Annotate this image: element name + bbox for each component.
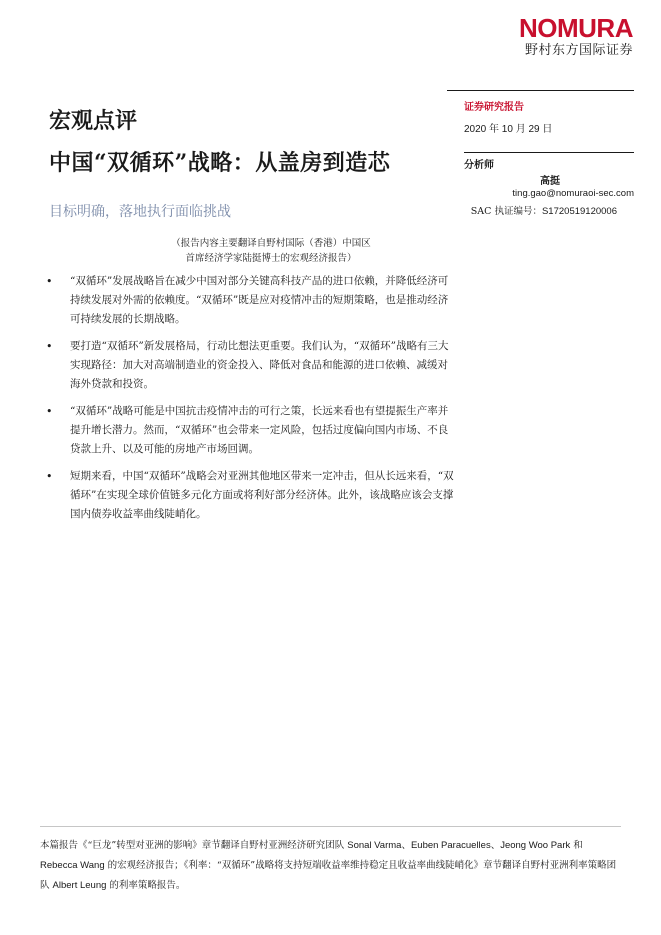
report-type-label: 证券研究报告 xyxy=(464,102,524,113)
footer-authors: Sonal Varma、Euben Paracuelles、Jeong Woo Park xyxy=(347,840,571,851)
sac-number: S1720519120006 xyxy=(541,206,617,217)
header-divider xyxy=(447,90,634,91)
analyst-name: 高挺 xyxy=(540,176,560,187)
nomura-logo xyxy=(519,14,633,60)
analyst-label: 分析师 xyxy=(464,160,494,171)
analyst-divider xyxy=(464,152,634,153)
footer-author-rates: Albert Leung xyxy=(52,880,107,891)
analyst-sac-id xyxy=(471,203,617,217)
key-point xyxy=(46,467,454,524)
footer-divider xyxy=(40,826,621,827)
page-subtitle: 目标明确，落地执行面临挑战 xyxy=(49,204,231,220)
key-point-text: “双循环”战略可能是中国抗击疫情冲击的可行之策，长远来看也有望提振生产率并提升增长潜力。然而，“双循环”也会带来一定风险，包括过度偏向国内市场、不良贷款上升、以及可能的房地产市场回调。 xyxy=(70,405,449,455)
logo-wordmark: NOMURA xyxy=(519,13,633,43)
sac-label: SAC 执证编号： xyxy=(470,206,542,217)
key-points-list xyxy=(46,272,454,532)
report-category: 宏观点评 xyxy=(49,108,138,134)
bullet-icon: • xyxy=(46,405,53,418)
bullet-icon: • xyxy=(46,275,53,288)
footer-text: 和 xyxy=(570,840,583,851)
analyst-email-link[interactable]: ting.gao@nomuraoi-sec.com xyxy=(512,188,634,199)
key-point-text: 短期来看，中国“双循环”战略会对亚洲其他地区带来一定冲击，但从长远来看，“双循环”在实现全球价值链多元化方面或将利好部分经济体。此外，该战略应该会支撑国内债券收益率曲线陡峭化。 xyxy=(70,470,454,520)
footer-author: Rebecca Wang xyxy=(40,860,105,871)
key-point xyxy=(46,402,454,459)
footer-note xyxy=(40,836,621,896)
footer-text: 本篇报告《“巨龙”转型对亚洲的影响》章节翻译自野村亚洲经济研究团队 xyxy=(40,840,348,851)
source-note-line: （报告内容主要翻译自野村国际（香港）中国区 xyxy=(171,238,371,249)
bullet-icon: • xyxy=(46,470,53,483)
key-point xyxy=(46,337,454,394)
source-note xyxy=(120,236,422,266)
logo-chinese-name: 野村东方国际证券 xyxy=(524,43,633,58)
source-note-line: 首席经济学家陆挺博士的宏观经济报告） xyxy=(185,253,357,264)
bullet-icon: • xyxy=(46,340,53,353)
key-point xyxy=(46,272,454,329)
key-point-text: 要打造“双循环”新发展格局，行动比想法更重要。我们认为，“双循环”战略有三大实现路径：加大对高端制造业的资金投入、降低对食品和能源的进口依赖、减缓对海外贷款和投资。 xyxy=(70,340,449,390)
report-date: 2020 年 10 月 29 日 xyxy=(464,124,553,135)
page-title: 中国“双循环”战略：从盖房到造芯 xyxy=(49,150,391,176)
footer-text: 的利率策略报告。 xyxy=(106,880,186,891)
footer-text: 的宏观经济报告；《利率：“双循环”战略将支持短端收益率维持稳定且收益率曲线陡峭化》章节翻译自野村亚洲利率策略团队 xyxy=(40,860,617,891)
key-point-text: “双循环”发展战略旨在减少中国对部分关键高科技产品的进口依赖，并降低经济可持续发展对外需的依赖度。“双循环”既是应对疫情冲击的短期策略，也是推动经济可持续发展的长期战略。 xyxy=(70,275,449,325)
